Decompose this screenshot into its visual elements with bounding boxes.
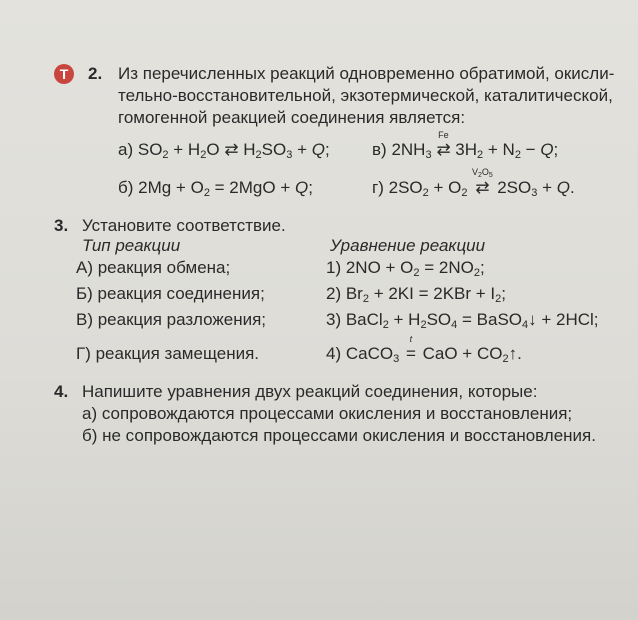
task4-line-2: а) сопровождаются процессами окисления и восстановления;: [82, 404, 573, 423]
task3-type-g: Г) реакция замещения.: [76, 344, 260, 363]
equals-sign: =: [405, 344, 416, 363]
task2-line-2: тельно-восстановительной, экзотермической, каталитической,: [118, 86, 613, 105]
condition-heat: t: [409, 334, 413, 344]
task3-equation-4: 4) CaCO$_3$ t = CaO + $CO_2↑$.: [326, 334, 522, 365]
task2-option-v: в) $2NH_3$ Fe ⇄ $3H_2 + N_2 - Q$;: [372, 130, 559, 161]
task3-title: Установите соответствие.: [82, 216, 286, 235]
task2-option-a: а) $SO_2 + H_2O$ ⇄ $H_2SO_3 + Q$;: [118, 140, 330, 161]
catalyst-v2o5: $V_2O_5$: [471, 167, 493, 179]
task3-type-a: А) реакция обмена;: [76, 258, 231, 277]
task4-number: 4.: [54, 382, 69, 401]
task3-number: 3.: [54, 216, 69, 235]
task2-option-g: г) $2SO_2 + O_2$ $V_2O_5$ ⇄ $2SO_3 + Q$.: [372, 167, 575, 199]
reversible-arrow-icon: ⇄: [436, 140, 451, 159]
task3-col1-header: Тип реакции: [82, 236, 181, 255]
task3-equation-1: 1) $2NO + O_2 = 2NO_2$;: [326, 258, 485, 279]
task3-col2-header: Уравнение реакции: [330, 236, 486, 255]
task4-line-3: б) не сопровождаются процессами окисления и восстановления.: [82, 426, 596, 445]
catalyst-fe: Fe: [438, 130, 449, 140]
test-badge-icon: Т: [54, 64, 74, 84]
task2-number: 2.: [88, 64, 103, 83]
task3-type-b: Б) реакция соединения;: [76, 284, 265, 303]
task2-option-b: б) $2Mg + O_2 = 2MgO + Q$;: [118, 178, 313, 199]
task3-type-v: В) реакция разложения;: [76, 310, 267, 329]
task2-line-3: гомогенной реакцией соединения является:: [118, 108, 466, 127]
task3-equation-3: 3) BaCl$_2$ + $H_2SO_4$ = BaSO$_4$↓ + 2HCl;: [326, 310, 599, 331]
task4-line-1: Напишите уравнения двух реакций соединения, которые:: [82, 382, 538, 401]
reversible-arrow-icon: ⇄: [475, 178, 490, 197]
task2-line-1: Из перечисленных реакций одновременно обратимой, окисли-: [118, 64, 615, 83]
task3-equation-2: 2) $Br_2 + 2KI = 2KBr + I_2$;: [326, 284, 506, 305]
